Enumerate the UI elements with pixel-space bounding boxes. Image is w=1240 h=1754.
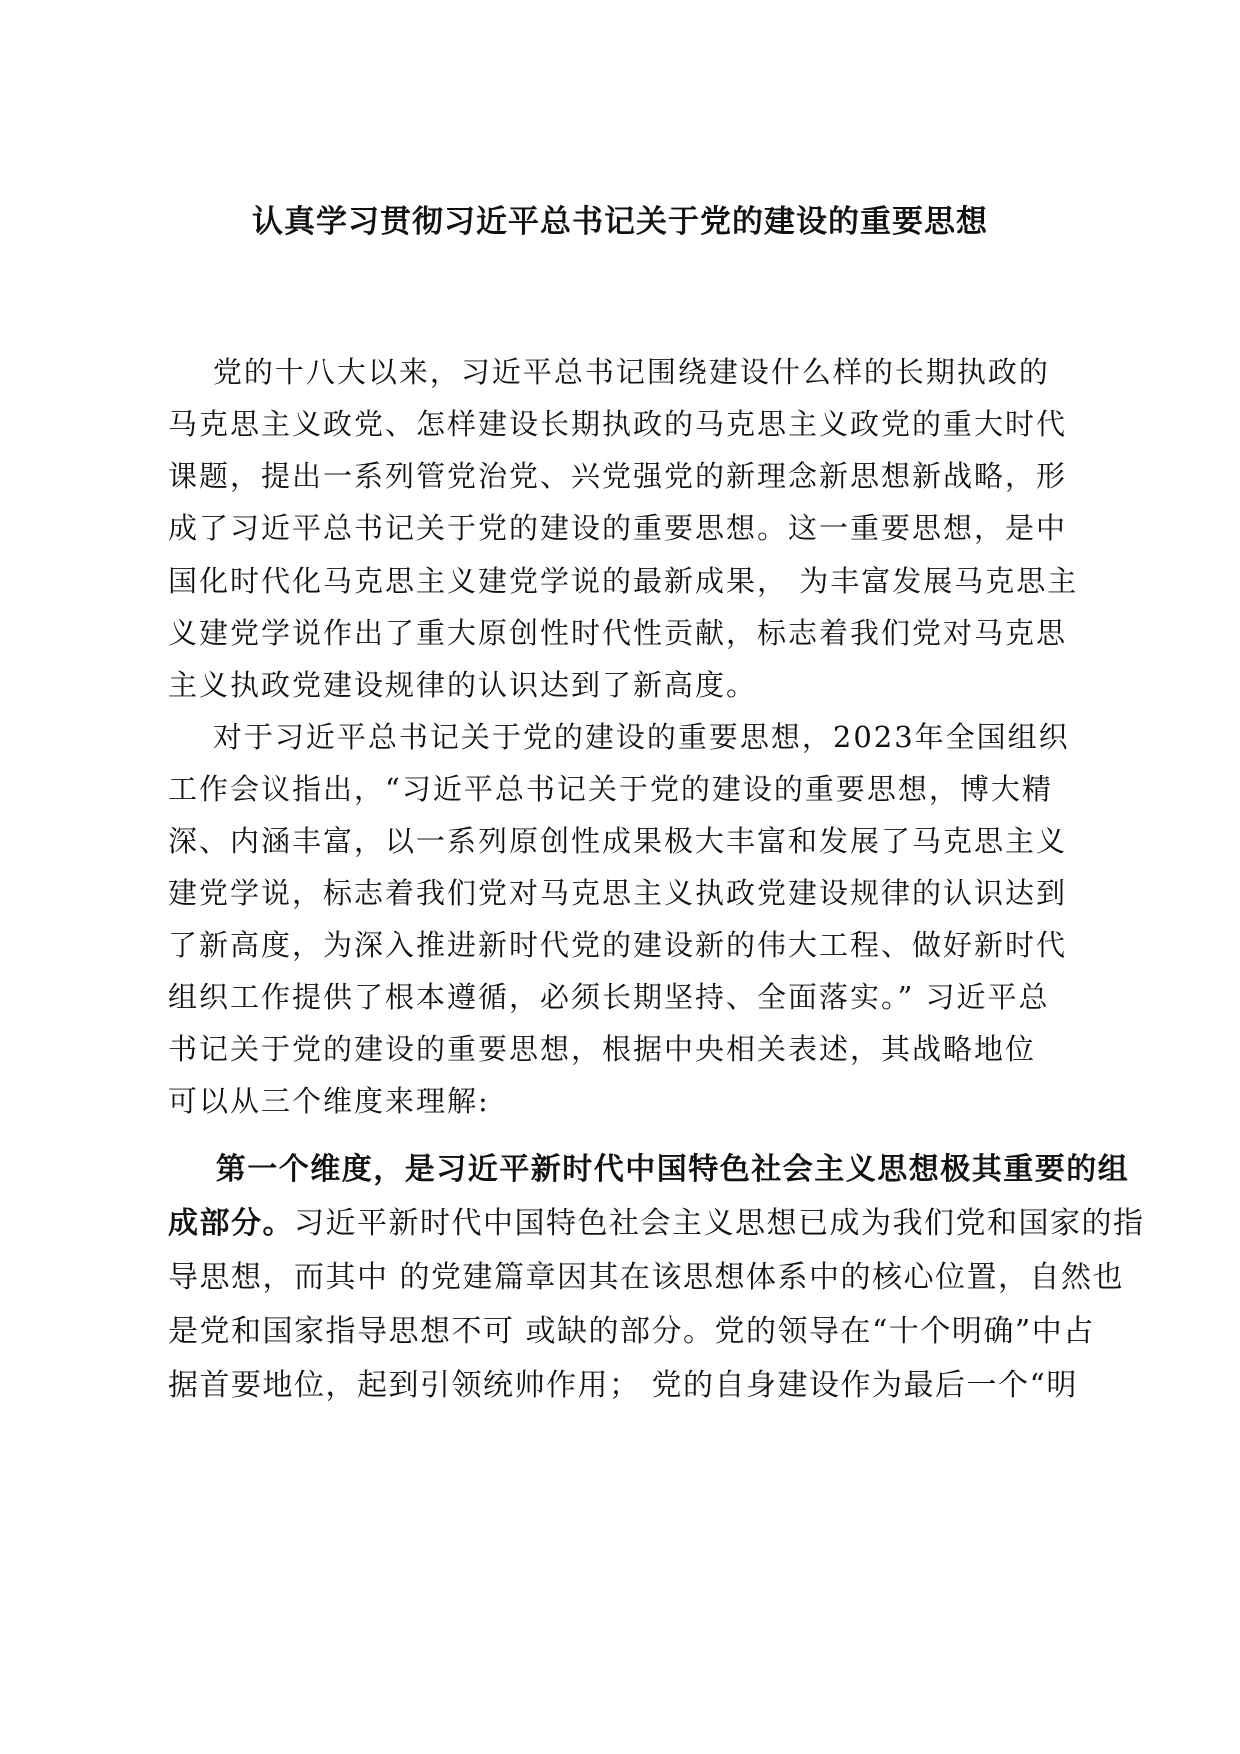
paragraph-1-line: 成了习近平总书记关于党的建设的重要思想。这一重要思想，是中 <box>168 511 1068 545</box>
section-heading-line: 第一个维度，是习近平新时代中国特色社会主义思想极其重要的组 <box>168 1152 1130 1187</box>
paragraph-1-line: 马克思主义政党、怎样建设长期执政的马克思主义政党的重大时代 <box>168 407 1068 441</box>
paragraph-2-line: 深、内涵丰富，以一系列原创性成果极大丰富和发展了马克思主义 <box>168 824 1068 858</box>
paragraph-1-line: 义建党学说作出了重大原创性时代性贡献，标志着我们党对马克思 <box>168 616 1068 650</box>
paragraph-3-line <box>168 1204 1145 1244</box>
paragraph-1-line: 主义执政党建设规律的认识达到了新高度。 <box>168 668 758 702</box>
paragraph-1-line: 党的十八大以来，习近平总书记围绕建设什么样的长期执政的 <box>168 355 1050 389</box>
section-heading-end: 成部分。 <box>168 1206 294 1241</box>
paragraph-2-line: 组织工作提供了根本遵循，必须长期坚持、全面落实。” 习近平总 <box>168 980 1050 1014</box>
paragraph-1-line: 国化时代化马克思主义建党学说的最新成果， 为丰富发展马克思主 <box>168 564 1079 598</box>
paragraph-2-line: 工作会议指出，“习近平总书记关于党的建设的重要思想，博大精 <box>168 772 1053 806</box>
paragraph-3-line: 是党和国家指导思想不可 或缺的部分。党的领导在“十个明确”中占 <box>168 1314 1095 1349</box>
paragraph-2-line: 建党学说，标志着我们党对马克思主义执政党建设规律的认识达到 <box>168 876 1068 910</box>
paragraph-2-line: 对于习近平总书记关于党的建设的重要思想，2023年全国组织 <box>168 720 1070 754</box>
paragraph-2-line: 了新高度，为深入推进新时代党的建设新的伟大工程、做好新时代 <box>168 928 1068 962</box>
paragraph-2-line: 可以从三个维度来理解: <box>168 1084 490 1118</box>
paragraph-3-line: 导思想，而其中 的党建篇章因其在该思想体系中的核心位置，自然也 <box>168 1260 1125 1295</box>
paragraph-3-line: 据首要地位，起到引领统帅作用； 党的自身建设作为最后一个“明 <box>168 1368 1078 1403</box>
paragraph-3-text: 习近平新时代中国特色社会主义思想已成为我们党和国家的指 <box>294 1206 1145 1241</box>
document-title: 认真学习贯彻习近平总书记关于党的建设的重要思想 <box>252 204 988 240</box>
paragraph-1-line: 课题，提出一系列管党治党、兴党强党的新理念新思想新战略，形 <box>168 459 1068 493</box>
paragraph-2-line: 书记关于党的建设的重要思想，根据中央相关表述，其战略地位 <box>168 1032 1037 1066</box>
